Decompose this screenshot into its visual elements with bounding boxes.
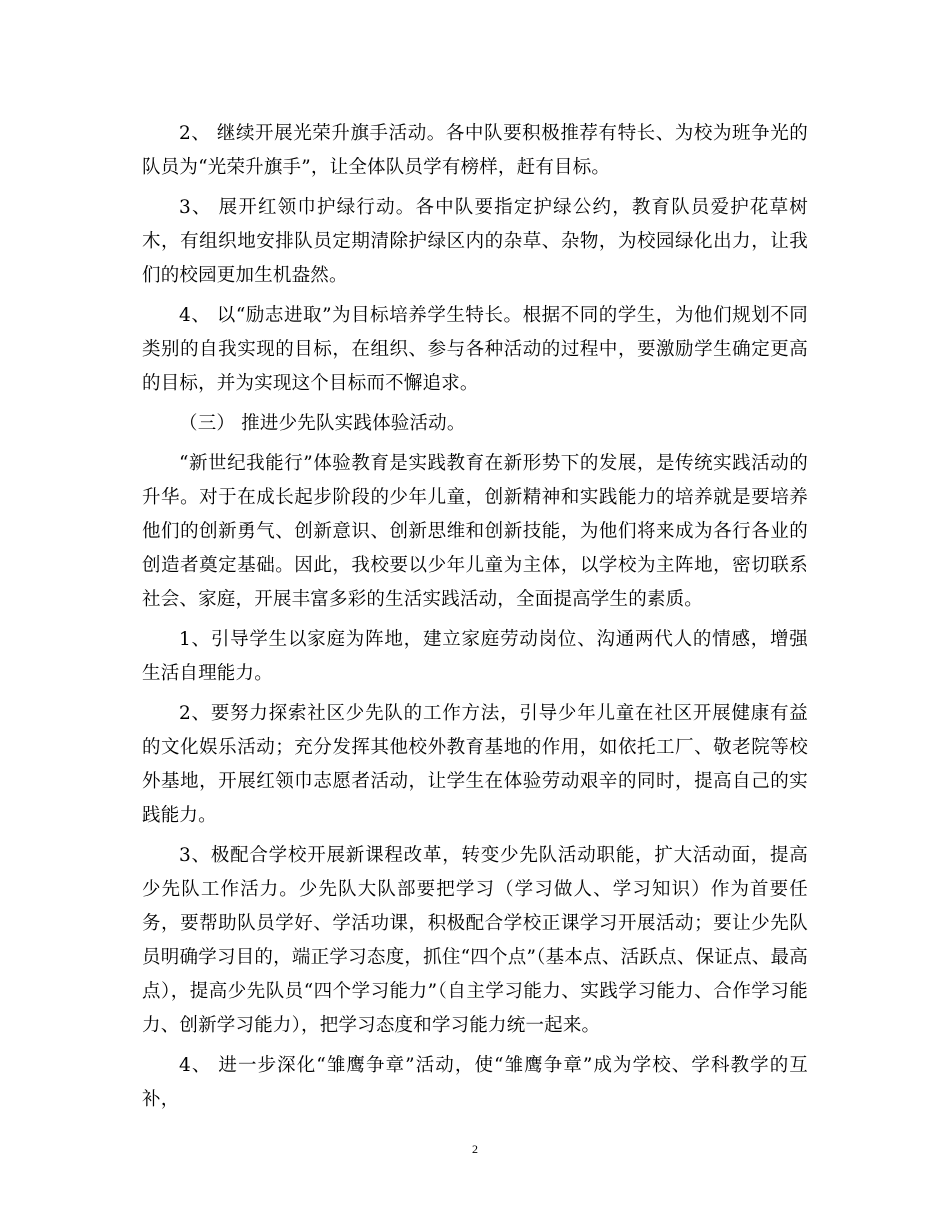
paragraph-green-protection: 3、 展开红领巾护绿行动。各中队要指定护绿公约，教育队员爱护花草树木，有组织地安排队员定期清除护绿区内的杂草、杂物，为校园绿化出力，让我们的校园更加生机盎然。 — [142, 197, 808, 286]
paragraph-family-base: 1、引导学生以家庭为阵地，建立家庭劳动岗位、沟通两代人的情感，增强生活自理能力。 — [142, 629, 808, 684]
section-heading-practice: （三） 推进少先队实践体验活动。 — [179, 413, 466, 434]
paragraph-student-specialty: 4、 以“励志进取”为目标培养学生特长。根据不同的学生，为他们规划不同类别的自我实现的目标，在组织、参与各种活动的过程中，要激励学生确定更高的目标，并为实现这个目标而不懈追求。 — [142, 305, 808, 394]
paragraph-experience-education: “新世纪我能行”体验教育是实践教育在新形势下的发展，是传统实践活动的升华。对于在成长起步阶段的少年儿童，创新精神和实践能力的培养就是要培养他们的创新勇气、创新意识、创新思维和创新技能，为他们将来成为各行各业的创造者奠定基础。因此，我校要以少年儿童为主体，以学校为主阵地，密切联系社会、家庭，开展丰富多彩的生活实践活动，全面提高学生的素质。 — [142, 453, 808, 610]
paragraph-eagle-badge: 4、 进一步深化“雏鹰争章”活动，使“雏鹰争章”成为学校、学科教学的互补， — [142, 1055, 808, 1110]
page-number: 2 — [472, 1142, 478, 1156]
paragraph-flag-raiser: 2、 继续开展光荣升旗手活动。各中队要积极推荐有特长、为校为班争光的队员为“光荣升旗手”，让全体队员学有榜样，赶有目标。 — [142, 123, 808, 178]
paragraph-curriculum-reform: 3、极配合学校开展新课程改革，转变少先队活动职能，扩大活动面，提高少先队工作活力。少先队大队部要把学习（学习做人、学习知识）作为首要任务，要帮助队员学好、学活功课，积极配合学校正课学习开展活动；要让少先队员明确学习目的，端正学习态度，抓住“四个点”（基本点、活跃点、保证点、最高点），提高少先队员“四个学习能力”（自主学习能力、实践学习能力、合作学习能力、创新学习能力），把学习态度和学习能力统一起来。 — [142, 845, 808, 1036]
paragraph-community-work: 2、要努力探索社区少先队的工作方法，引导少年儿童在社区开展健康有益的文化娱乐活动；充分发挥其他校外教育基地的作用，如依托工厂、敬老院等校外基地，开展红领巾志愿者活动，让学生在体验劳动艰辛的同时，提高自己的实践能力。 — [142, 703, 808, 826]
document-body — [142, 117, 808, 1123]
